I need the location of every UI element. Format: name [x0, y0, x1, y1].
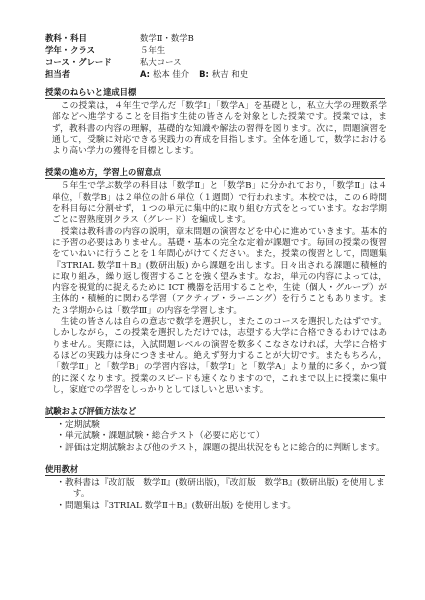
section-paragraph: 生徒の皆さんは自らの意志で数学を選択し，またこのコースを選択したはずです。しかしながら，この授業を選択しただけでは，志望する大学に合格できるわけではありません。実際には，入試問題レベルの演習を数多くこなさなければ，大学に合格するほどの実践力は身につきません。絶えず努力することが大切です。またもちろん，「数学Ⅱ」と「数学B」の学習内容は，「数学Ⅰ」と「数学A」より量的に多く，かつ質的に深くなります。授業のスピードも速くなりますので，これまで以上に授業に集中し，家庭での学習をしっかりとしてほしいと思います。 — [52, 317, 387, 395]
page-content — [45, 32, 385, 512]
section-title: 試験および評価方法など — [45, 406, 385, 418]
section-method — [45, 167, 385, 396]
section-paragraph: 授業は教科書の内容の説明，章末問題の演習などを中心に進めていきます。基本的に予習の必要はありません。基礎・基本の完全な定着が課題です。毎回の授業の復習をていねいに行うことを１年間心がけてください。また，授業の復習として，問題集『3TRIAL 数学Ⅱ＋B』(数研出版) から課題を出します。日々出される課題に積極的に取り組み，繰り返し復習することを強く望みます。なお，単元の内容によっては，内容を視覚的に捉えるために ICT 機器を活用することや，生徒（個人・グループ）が主体的・積極的に関わる学習（アクティブ・ラーニング）を行うこともあります。また３学期からは「数学Ⅲ」の内容を学習します。 — [52, 226, 387, 316]
section-list — [52, 420, 387, 454]
list-item: ・単元試験・課題試験・総合テスト（必要に応じて） — [56, 431, 265, 442]
course-info-table — [45, 32, 385, 80]
section-title: 授業のねらいと達成目標 — [45, 87, 385, 99]
section-list — [52, 478, 387, 512]
section-paragraph: この授業は，４年生で学んだ「数学Ⅰ」「数学A」を基礎とし，私立大学の理数系学部などへ進学することを目指す生徒の皆さんを対象とした授業です。授業では，まず，教科書の内容の理解，基礎的な知識や解法の習得を図ります。次に，問題演習を通して，受験に対応できる実践力の育成を目指します。全体を通して，数学におけるより高い学力の獲得を目標とします。 — [52, 101, 387, 157]
section-paragraph: ５年生で学ぶ数学の科目は「数学Ⅱ」と「数学B」に分かれており，「数学Ⅱ」は４単位，「数学B」は２単位の計６単位（１週間）で行われます。本校では，この６時間を科目毎に分割せず，１つの単元に集中的に取り組む方式をとっています。なお学期ごとに習熟度別クラス（グレード）を編成します。 — [52, 181, 387, 226]
section-title: 授業の進め方，学習上の留意点 — [45, 167, 385, 179]
teacher-b-tag: B: — [199, 69, 209, 79]
info-label-teacher: 担当者 — [45, 69, 71, 79]
info-value-subject: 数学Ⅱ・数学B — [140, 33, 194, 43]
info-value-grade: ５年生 — [140, 45, 166, 55]
section-body — [52, 181, 387, 396]
info-label-subject: 教科・科目 — [45, 33, 87, 43]
list-item: ・問題集は『3TRIAL 数学Ⅱ＋B』(数研出版) を使用します。 — [56, 500, 297, 511]
section-title: 使用教材 — [45, 464, 385, 476]
section-materials — [45, 464, 385, 512]
list-item: ・教科書は『改訂版 数学Ⅱ』(数研出版)，『改訂版 数学B』(数研出版) を使用します。 — [56, 478, 385, 500]
section-body — [52, 101, 387, 157]
section-evaluation — [45, 406, 385, 454]
info-label-course: コース・グレード — [45, 57, 112, 67]
teacher-b-name: 秋吉 和史 — [211, 69, 249, 79]
section-goals — [45, 87, 385, 157]
info-label-grade: 学年・クラス — [45, 45, 95, 55]
info-value-teacher — [140, 68, 385, 80]
teacher-a-tag: A: — [140, 69, 150, 79]
list-item: ・評価は定期試験および他のテスト，課題の提出状況をもとに総合的に判断します。 — [56, 442, 385, 453]
list-item: ・定期試験 — [56, 420, 100, 431]
teacher-a-name: 松本 佳介 — [153, 69, 190, 79]
info-value-course: 私大コース — [140, 57, 182, 67]
